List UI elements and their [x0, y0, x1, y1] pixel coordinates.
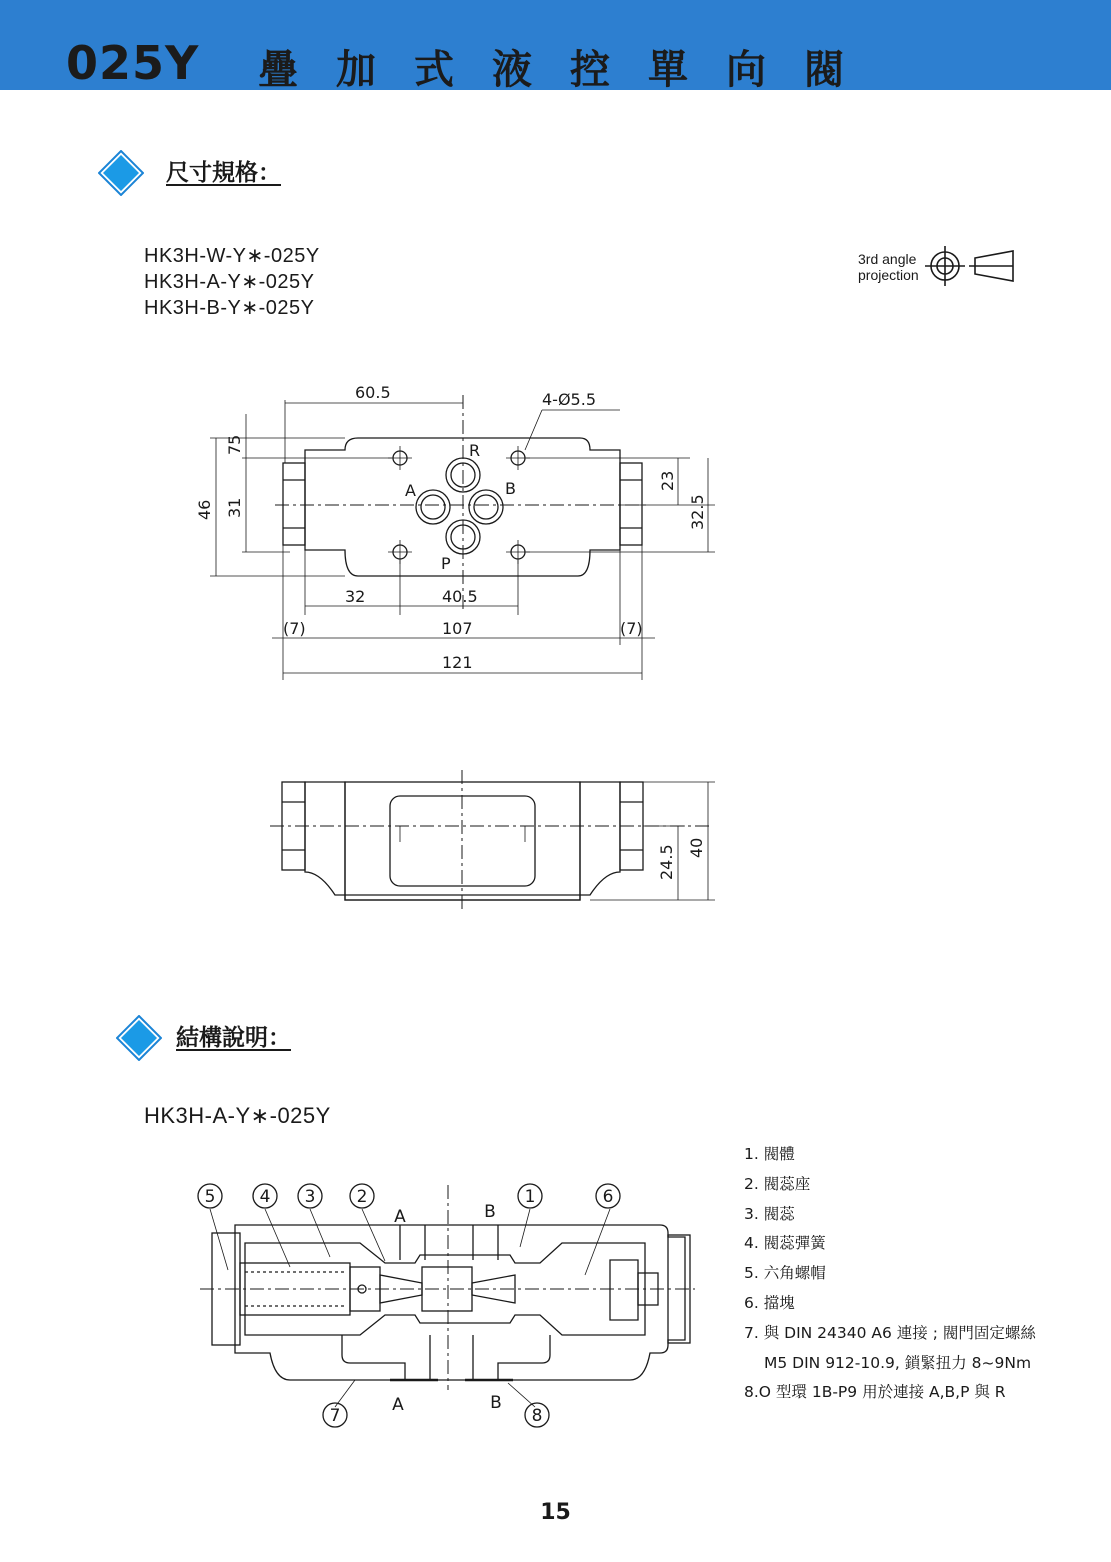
dim-60-5: 60.5 [355, 383, 391, 402]
section-structure-label: 結構說明： [176, 1024, 291, 1051]
dim-75: 75 [225, 434, 244, 455]
page-title: 疊加式液控單向閥 [258, 47, 882, 93]
dim-7-right: (7) [620, 619, 643, 638]
page-number: 15 [540, 1500, 571, 1525]
callout-1: 1 [524, 1187, 536, 1207]
port-r: R [469, 441, 481, 460]
callout-3: 3 [304, 1187, 316, 1207]
diamond-bullet-icon [98, 150, 138, 190]
dim-107: 107 [442, 619, 473, 638]
list-item: 7. 與 DIN 24340 A6 連接 ; 閥門固定螺絲 [744, 1323, 1036, 1342]
dim-121: 121 [442, 653, 473, 672]
dim-holes: 4-Ø5.5 [542, 390, 596, 409]
section-dimensions-heading [98, 150, 281, 190]
dim-40: 40 [687, 837, 706, 858]
list-item: 3. 閥蕊 [744, 1204, 795, 1223]
model-a: HK3H-A-Y∗-025Y [144, 271, 315, 293]
dim-7-left: (7) [283, 619, 306, 638]
section-dimensions-label: 尺寸規格： [166, 159, 281, 186]
parts-list [744, 1140, 1036, 1408]
structure-model: HK3H-A-Y∗-025Y [144, 1103, 331, 1128]
list-item: 8.O 型環 1B-P9 用於連接 A,B,P 與 R [744, 1383, 1006, 1402]
section-port-b-top: B [484, 1202, 496, 1222]
projection-line1: 3rd angle [858, 251, 917, 267]
callout-5: 5 [204, 1187, 216, 1207]
callout-8: 8 [531, 1406, 543, 1426]
projection-note [858, 246, 1015, 288]
model-w: HK3H-W-Y∗-025Y [144, 245, 320, 267]
section-port-b-bottom: B [490, 1393, 502, 1413]
list-item: M5 DIN 912-10.9, 鎖緊扭力 8~9Nm [764, 1353, 1032, 1372]
top-view-drawing [180, 370, 720, 690]
header-banner [0, 0, 1111, 93]
section-port-a-top: A [394, 1207, 406, 1227]
dim-23: 23 [658, 470, 677, 491]
section-view-drawing [190, 1175, 700, 1440]
dim-32-5: 32.5 [688, 494, 707, 530]
list-item: 2. 閥蕊座 [744, 1174, 811, 1193]
dim-40-5: 40.5 [442, 587, 478, 606]
port-b: B [505, 479, 516, 498]
projection-line2: projection [858, 267, 919, 283]
port-p: P [441, 554, 451, 573]
dim-24-5: 24.5 [657, 844, 676, 880]
diamond-bullet-icon [116, 1015, 156, 1055]
callout-2: 2 [356, 1187, 368, 1207]
list-item: 5. 六角螺帽 [744, 1264, 826, 1283]
dim-32: 32 [345, 587, 366, 606]
section-port-a-bottom: A [392, 1395, 404, 1415]
port-a: A [405, 481, 416, 500]
callout-4: 4 [259, 1187, 271, 1207]
dim-46: 46 [195, 499, 214, 520]
callout-7: 7 [329, 1406, 341, 1426]
list-item: 4. 閥蕊彈簧 [744, 1234, 826, 1253]
third-angle-projection-icon [925, 246, 1015, 288]
model-list [144, 243, 320, 321]
dim-31: 31 [225, 497, 244, 518]
callout-6: 6 [602, 1187, 614, 1207]
list-item: 1. 閥體 [744, 1145, 795, 1163]
product-code: 025Y [66, 36, 200, 90]
side-view-drawing [260, 760, 720, 920]
section-structure-heading [116, 1015, 291, 1055]
list-item: 6. 擋塊 [744, 1293, 795, 1312]
model-b: HK3H-B-Y∗-025Y [144, 297, 315, 319]
